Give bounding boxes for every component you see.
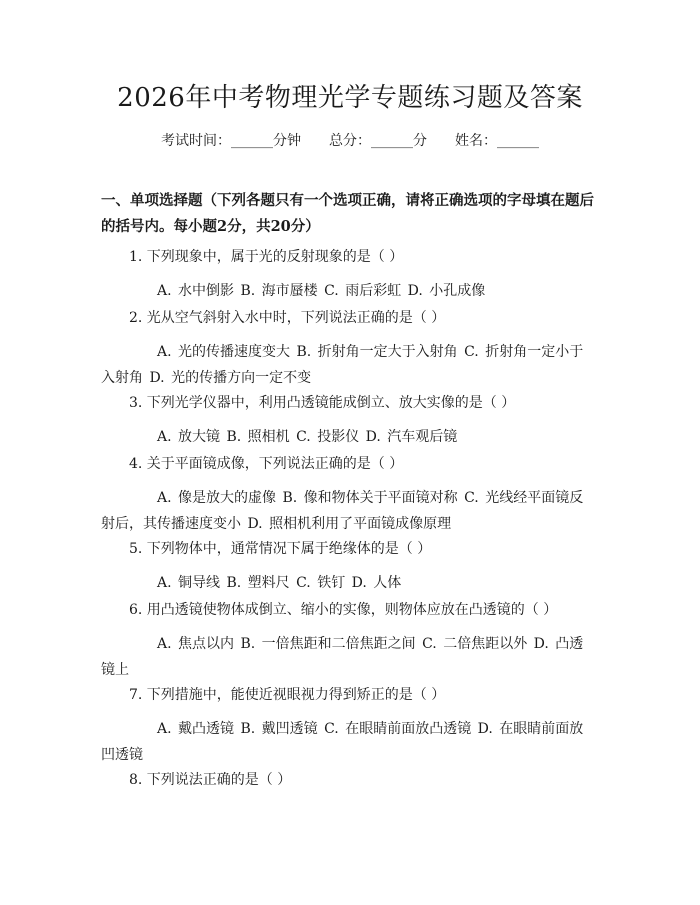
question-options: A. 铜导线 B. 塑料尺 C. 铁钉 D. 人体: [157, 575, 402, 591]
exam-info-line: [0, 130, 700, 152]
question-options: A. 水中倒影 B. 海市蜃楼 C. 雨后彩虹 D. 小孔成像: [157, 283, 486, 299]
exam-time-field: 考试时间：______分钟: [161, 133, 301, 149]
question-options: A. 放大镜 B. 照相机 C. 投影仪 D. 汽车观后镜: [157, 429, 458, 445]
question-6: [101, 597, 596, 683]
question-2: [101, 305, 596, 391]
question-stem: 3. 下列光学仪器中，利用凸透镜能成倒立、放大实像的是（ ）: [129, 395, 516, 411]
question-3: [101, 390, 596, 450]
question-8: [101, 767, 596, 793]
question-options: A. 光的传播速度变大 B. 折射角一定大于入射角 C. 折射角一定小于入射角 D. 光的传播方向一定不变: [101, 344, 584, 386]
question-5: [101, 536, 596, 596]
question-options: A. 焦点以内 B. 一倍焦距和二倍焦距之间 C. 二倍焦距以外 D. 凸透镜上: [101, 636, 584, 678]
question-stem: 5. 下列物体中，通常情况下属于绝缘体的是（ ）: [129, 541, 432, 557]
question-stem: 6. 用凸透镜使物体成倒立、缩小的实像，则物体应放在凸透镜的（ ）: [129, 602, 558, 618]
question-stem: 7. 下列措施中，能使近视眼视力得到矫正的是（ ）: [129, 687, 446, 703]
question-options: A. 像是放大的虚像 B. 像和物体关于平面镜对称 C. 光线经平面镜反射后，其传播速度变小 D. 照相机利用了平面镜成像原理: [101, 490, 584, 532]
page-title: 2026年中考物理光学专题练习题及答案: [117, 83, 583, 113]
question-4: [101, 451, 596, 537]
question-options: A. 戴凸透镜 B. 戴凹透镜 C. 在眼睛前面放凸透镜 D. 在眼睛前面放凹透镜: [101, 721, 584, 763]
question-7: [101, 682, 596, 768]
question-stem: 2. 光从空气斜射入水中时，下列说法正确的是（ ）: [129, 310, 446, 326]
question-stem: 4. 关于平面镜成像，下列说法正确的是（ ）: [129, 456, 404, 472]
question-1: [101, 244, 596, 304]
section-heading-single-choice: 一、单项选择题（下列各题只有一个选项正确，请将正确选项的字母填在题后的括号内。每小题2分，共20分）: [101, 192, 594, 235]
student-name-field: 姓名：______: [455, 133, 539, 149]
question-stem: 1. 下列现象中，属于光的反射现象的是（ ）: [129, 249, 404, 265]
total-score-field: 总分：______分: [329, 133, 427, 149]
question-stem: 8. 下列说法正确的是（ ）: [129, 772, 292, 788]
